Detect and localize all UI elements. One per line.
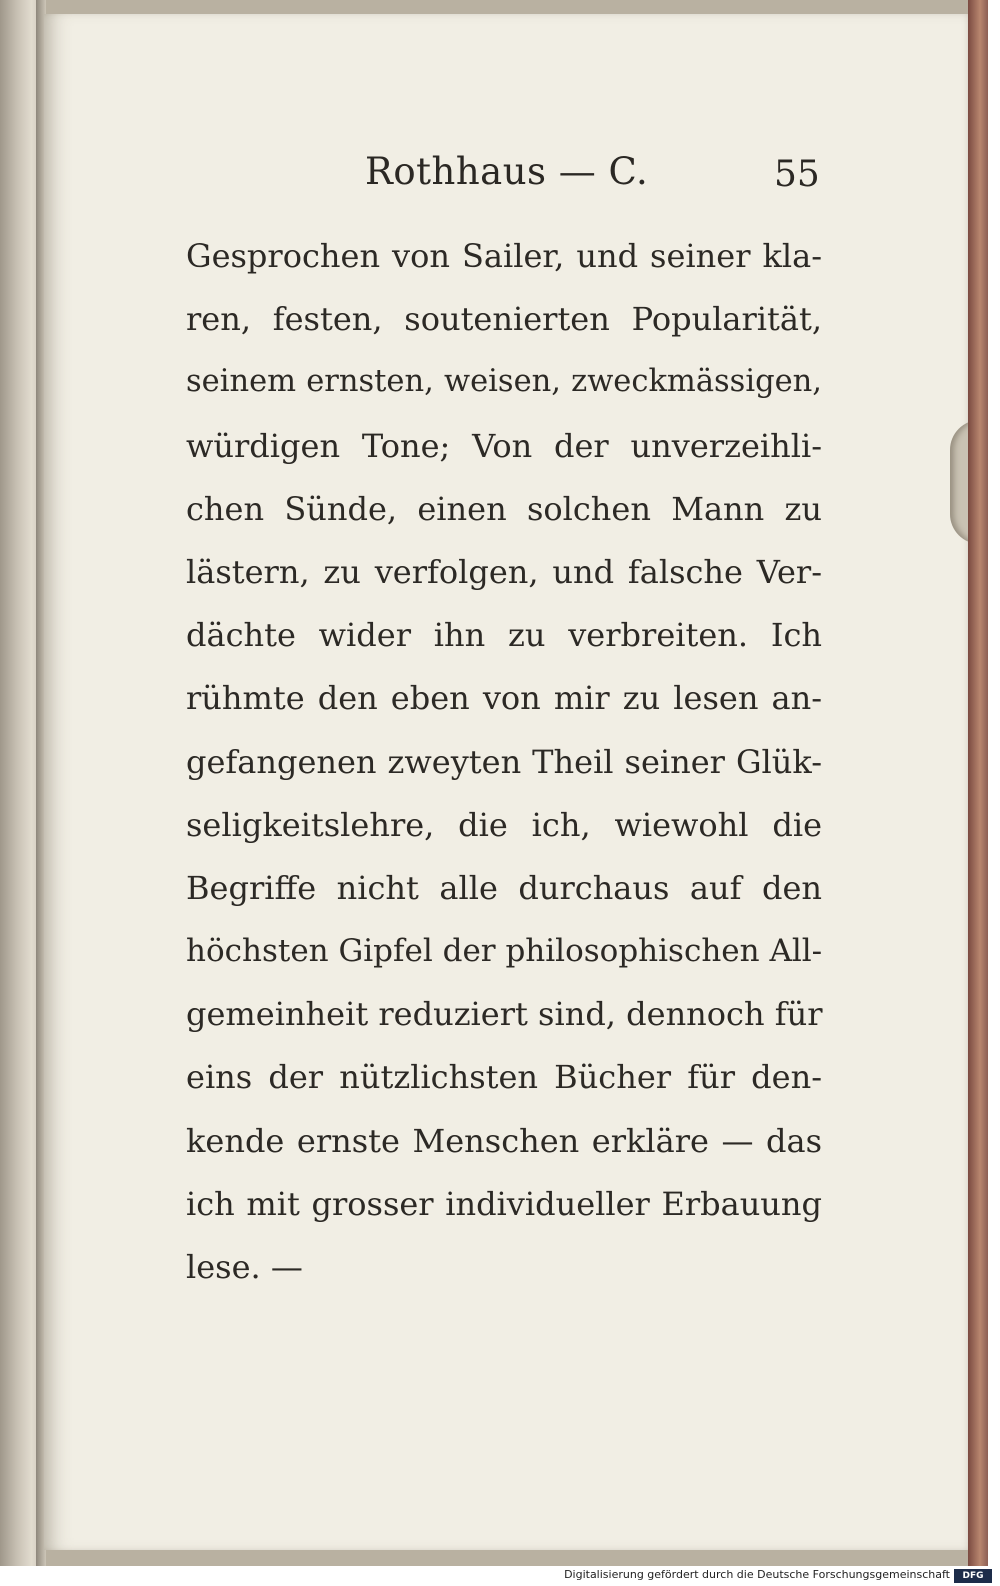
text-line: gemeinheit reduziert sind, dennoch für: [186, 995, 823, 1034]
text-line: seligkeitslehre, die ich, wiewohl die: [186, 805, 822, 844]
text-line: lästern, zu verfolgen, und falsche Ver-: [186, 552, 822, 591]
text-line: Begriffe nicht alle durchaus auf den: [186, 868, 822, 907]
body-text: [186, 232, 822, 1306]
text-line: höchsten Gipfel der philosophischen All-: [186, 933, 823, 970]
footer-bar: [0, 1566, 1000, 1586]
running-head-title: Rothhaus — C.: [365, 150, 649, 193]
text-line: ich mit grosser individueller Erbauung: [186, 1184, 822, 1223]
text-line: ren, festen, soutenierten Popularität,: [186, 300, 822, 339]
text-line: chen Sünde, einen solchen Mann zu: [186, 489, 822, 528]
running-head: [0, 150, 988, 210]
text-line: lese. —: [186, 1248, 303, 1286]
text-line: eins der nützlichsten Bücher für den-: [186, 1058, 822, 1097]
text-line: kende ernste Menschen erkläre — das: [186, 1121, 822, 1160]
text-line: Gesprochen von Sailer, und seiner kla-: [186, 237, 822, 275]
text-line: gefangenen zweyten Theil seiner Glük-: [186, 742, 822, 781]
text-line: dächte wider ihn zu verbreiten. Ich: [186, 616, 822, 655]
text-line: würdigen Tone; Von der unverzeihli-: [186, 426, 822, 465]
page-number: 55: [774, 154, 820, 195]
funding-credit: Digitalisierung gefördert durch die Deutsche Forschungsgemeinschaft: [564, 1568, 950, 1581]
text-line: seinem ernsten, weisen, zweckmässigen,: [186, 364, 822, 400]
book-cover-edge: [968, 0, 988, 1566]
dfg-logo: DFG: [954, 1569, 992, 1583]
text-line: rühmte den eben von mir zu lesen an-: [186, 679, 822, 718]
